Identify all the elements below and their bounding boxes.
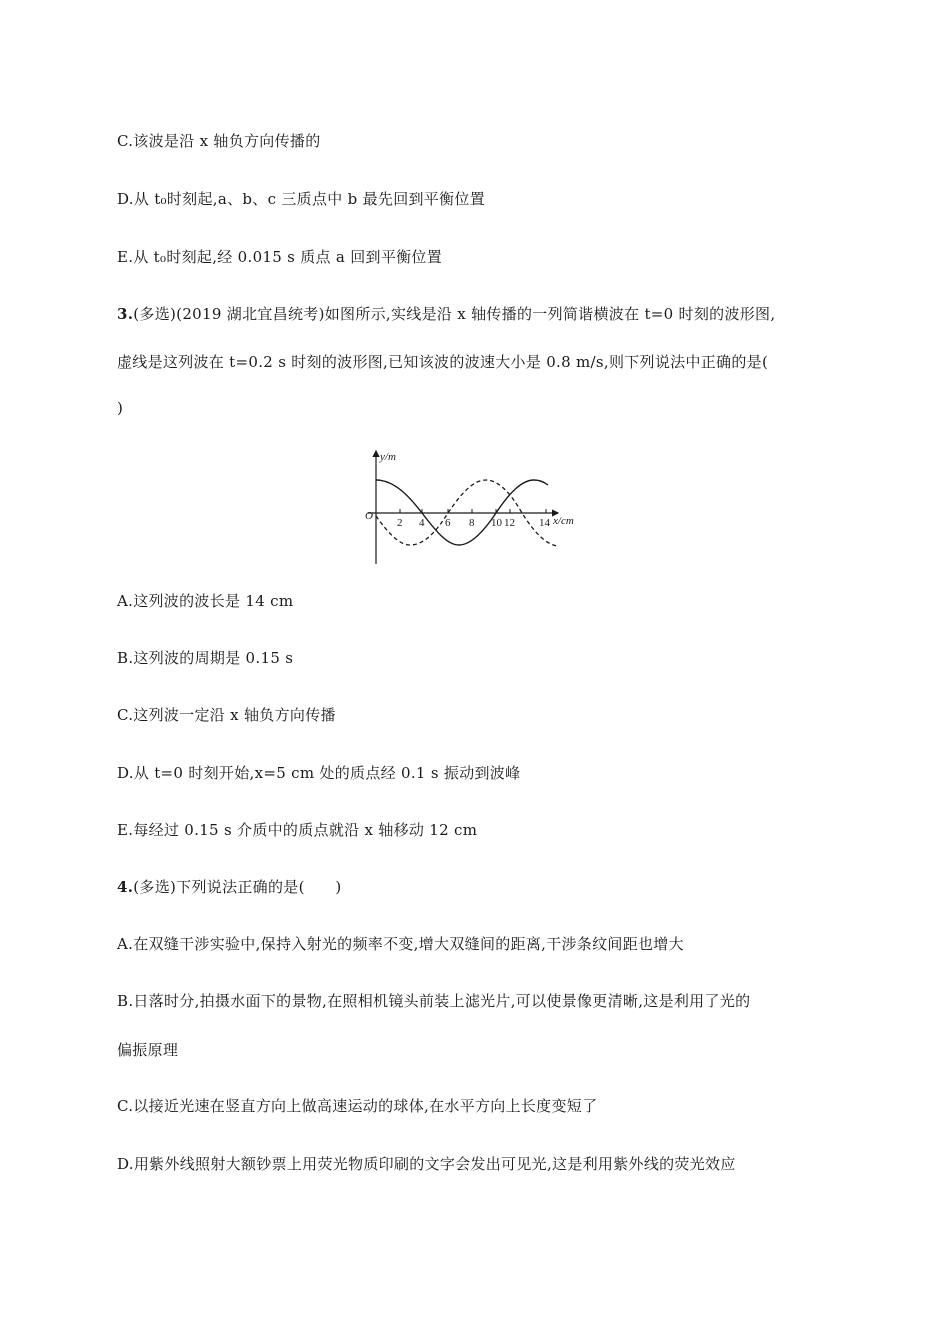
q4-option-b-line-1: B.日落时分,拍摄水面下的景物,在照相机镜头前装上滤光片,可以使景像更清晰,这是利用了光的 — [117, 992, 751, 1010]
q3-option-a: A.这列波的波长是 14 cm — [117, 592, 294, 610]
question-3-number: 3. — [117, 305, 134, 323]
q3-option-c: C.这列波一定沿 x 轴负方向传播 — [117, 706, 336, 724]
question-3-line-3: ) — [117, 399, 124, 417]
wave-graph-svg — [362, 446, 592, 568]
tick-label-4: 4 — [419, 517, 425, 529]
tick-label-2: 2 — [397, 517, 403, 529]
tick-label-12: 12 — [504, 517, 515, 529]
wave-graph-figure — [362, 446, 592, 568]
tick-label-10: 10 — [491, 517, 502, 529]
q3-option-e: E.每经过 0.15 s 介质中的质点就沿 x 轴移动 12 cm — [117, 821, 478, 839]
q4-option-a: A.在双缝干涉实验中,保持入射光的频率不变,增大双缝间的距离,干涉条纹间距也增大 — [117, 935, 684, 953]
q4-option-c: C.以接近光速在竖直方向上做高速运动的球体,在水平方向上长度变短了 — [117, 1097, 598, 1115]
q4-option-b-line-2: 偏振原理 — [117, 1041, 179, 1059]
tick-label-6: 6 — [445, 517, 451, 529]
y-axis-label: y/m — [380, 451, 396, 463]
question-4-number: 4. — [117, 878, 134, 896]
origin-label: O — [365, 510, 373, 522]
tick-label-8: 8 — [469, 517, 475, 529]
question-3-line-1 — [117, 304, 775, 324]
q4-option-d: D.用紫外线照射大额钞票上用荧光物质印刷的文字会发出可见光,这是利用紫外线的荧光效应 — [117, 1155, 736, 1173]
option-d-line: D.从 t₀时刻起,a、b、c 三质点中 b 最先回到平衡位置 — [117, 190, 485, 208]
tick-label-14: 14 — [539, 517, 550, 529]
option-c-line: C.该波是沿 x 轴负方向传播的 — [117, 132, 321, 150]
question-4-stem: (多选)下列说法正确的是( ) — [133, 878, 342, 896]
question-3-stem-part-1: (多选)(2019 湖北宜昌统考)如图所示,实线是沿 x 轴传播的一列简谐横波在 t=0 时刻的波形图, — [133, 305, 776, 323]
question-4-line — [117, 877, 341, 897]
x-axis-label: x/cm — [553, 515, 574, 527]
option-e-line: E.从 t₀时刻起,经 0.015 s 质点 a 回到平衡位置 — [117, 248, 443, 266]
question-3-line-2: 虚线是这列波在 t=0.2 s 时刻的波形图,已知该波的波速大小是 0.8 m/s,则下列说法中正确的是( — [117, 353, 769, 371]
q3-option-b: B.这列波的周期是 0.15 s — [117, 649, 294, 667]
q3-option-d: D.从 t=0 时刻开始,x=5 cm 处的质点经 0.1 s 振动到波峰 — [117, 764, 521, 782]
